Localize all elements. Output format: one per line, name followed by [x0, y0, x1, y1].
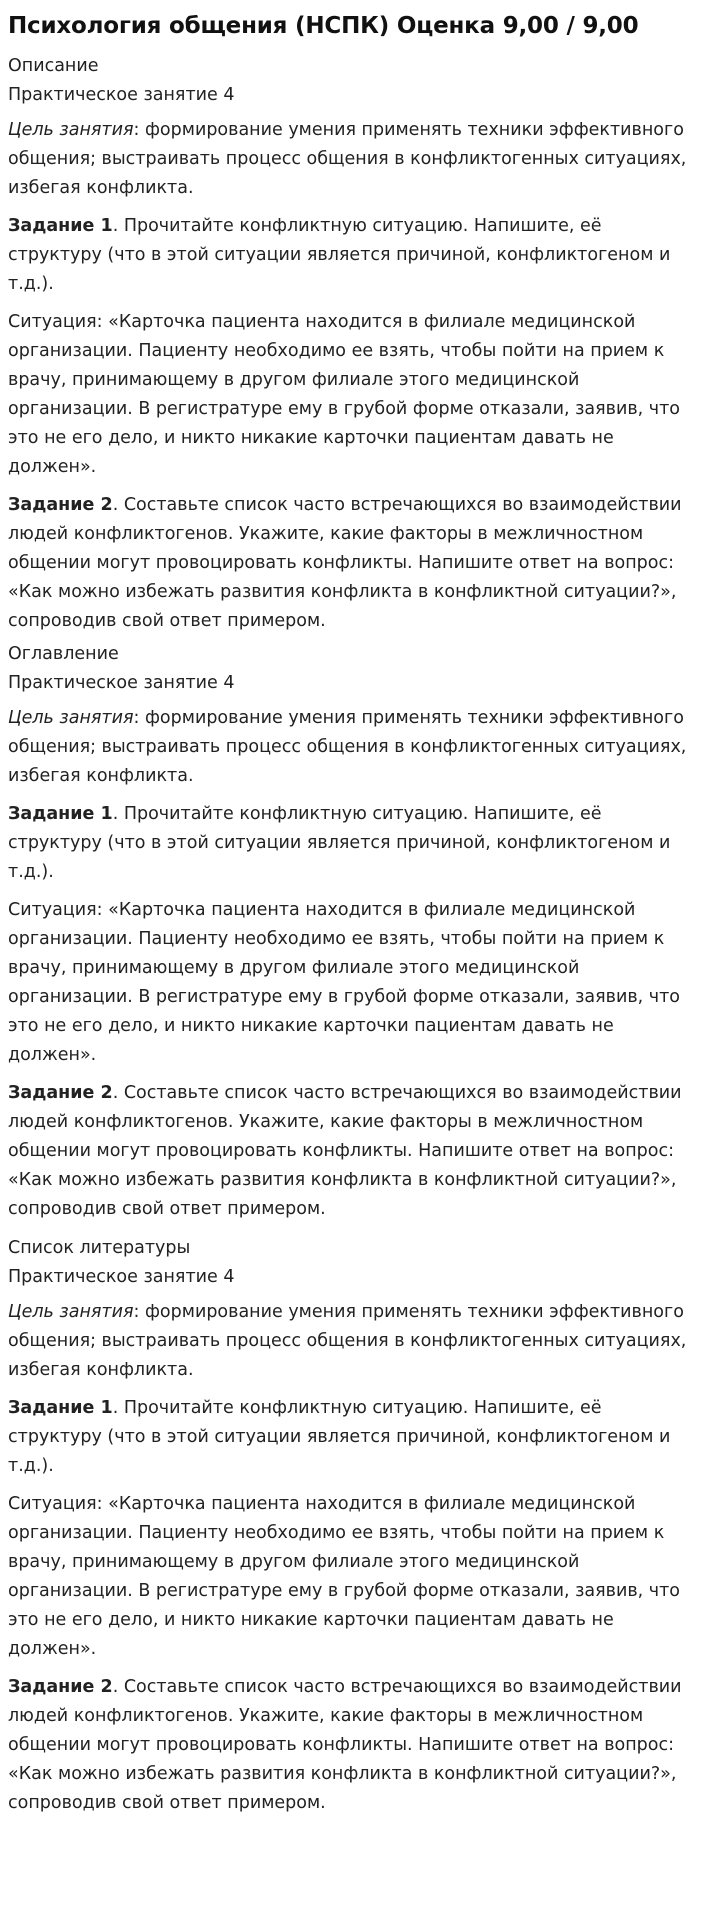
goal-paragraph	[8, 116, 693, 203]
goal-paragraph	[8, 1298, 693, 1385]
task2-text: . Составьте список часто встречающихся во взаимодействии людей конфликтогенов. Укажите, какие факторы в межличностном общении могут провоцировать конфликты. Напишите ответ на вопрос: «Как можно избежать развития конфликта в конфликтной ситуации?», сопроводив свой ответ примером.	[8, 1677, 682, 1813]
section-heading: Список литературы	[8, 1238, 191, 1258]
situation-paragraph: Ситуация: «Карточка пациента находится в филиале медицинской организации. Пациенту необходимо ее взять, чтобы пойти на прием к врачу, принимающему в другом филиале этого медицинской организации. В регистратуре ему в грубой форме отказали, заявив, что это не его дело, и никто никакие карточки пациентам давать не должен».	[8, 1494, 681, 1659]
section-contents	[8, 640, 693, 1224]
task1-text: . Прочитайте конфликтную ситуацию. Напишите, её структуру (что в этой ситуации является причиной, конфликтогеном и т.д.).	[8, 216, 671, 294]
task1-label: Задание 1	[8, 1398, 113, 1418]
goal-label: Цель занятия	[8, 120, 134, 140]
task1-paragraph	[8, 1394, 693, 1481]
situation-paragraph: Ситуация: «Карточка пациента находится в филиале медицинской организации. Пациенту необходимо ее взять, чтобы пойти на прием к врачу, принимающему в другом филиале этого медицинской организации. В регистратуре ему в грубой форме отказали, заявив, что это не его дело, и никто никакие карточки пациентам давать не должен».	[8, 312, 681, 477]
section-subheading: Практическое занятие 4	[8, 673, 235, 693]
task1-label: Задание 1	[8, 804, 113, 824]
task2-paragraph	[8, 1673, 693, 1818]
goal-text: : формирование умения применять техники эффективного общения; выстраивать процесс общения в конфликтогенных ситуациях, избегая конфликта.	[8, 1302, 687, 1380]
section-heading: Оглавление	[8, 644, 119, 664]
goal-text: : формирование умения применять техники эффективного общения; выстраивать процесс общения в конфликтогенных ситуациях, избегая конфликта.	[8, 120, 687, 198]
task2-label: Задание 2	[8, 1677, 113, 1697]
task2-paragraph	[8, 1079, 693, 1224]
section-bibliography	[8, 1234, 693, 1818]
section-subheading: Практическое занятие 4	[8, 1267, 235, 1287]
task2-paragraph	[8, 491, 693, 636]
situation-paragraph: Ситуация: «Карточка пациента находится в филиале медицинской организации. Пациенту необходимо ее взять, чтобы пойти на прием к врачу, принимающему в другом филиале этого медицинской организации. В регистратуре ему в грубой форме отказали, заявив, что это не его дело, и никто никакие карточки пациентам давать не должен».	[8, 900, 681, 1065]
task2-label: Задание 2	[8, 495, 113, 515]
task2-text: . Составьте список часто встречающихся во взаимодействии людей конфликтогенов. Укажите, какие факторы в межличностном общении могут провоцировать конфликты. Напишите ответ на вопрос: «Как можно избежать развития конфликта в конфликтной ситуации?», сопроводив свой ответ примером.	[8, 1083, 682, 1219]
goal-label: Цель занятия	[8, 708, 134, 728]
section-heading: Описание	[8, 56, 99, 76]
section-description	[8, 52, 693, 636]
task1-paragraph	[8, 212, 693, 299]
task1-text: . Прочитайте конфликтную ситуацию. Напишите, её структуру (что в этой ситуации является причиной, конфликтогеном и т.д.).	[8, 1398, 671, 1476]
goal-paragraph	[8, 704, 693, 791]
task1-label: Задание 1	[8, 216, 113, 236]
task2-label: Задание 2	[8, 1083, 113, 1103]
task1-paragraph	[8, 800, 693, 887]
task1-text: . Прочитайте конфликтную ситуацию. Напишите, её структуру (что в этой ситуации является причиной, конфликтогеном и т.д.).	[8, 804, 671, 882]
goal-text: : формирование умения применять техники эффективного общения; выстраивать процесс общения в конфликтогенных ситуациях, избегая конфликта.	[8, 708, 687, 786]
goal-label: Цель занятия	[8, 1302, 134, 1322]
page-title: Психология общения (НСПК) Оценка 9,00 / 9,00	[8, 13, 639, 39]
task2-text: . Составьте список часто встречающихся во взаимодействии людей конфликтогенов. Укажите, какие факторы в межличностном общении могут провоцировать конфликты. Напишите ответ на вопрос: «Как можно избежать развития конфликта в конфликтной ситуации?», сопроводив свой ответ примером.	[8, 495, 682, 631]
section-subheading: Практическое занятие 4	[8, 85, 235, 105]
